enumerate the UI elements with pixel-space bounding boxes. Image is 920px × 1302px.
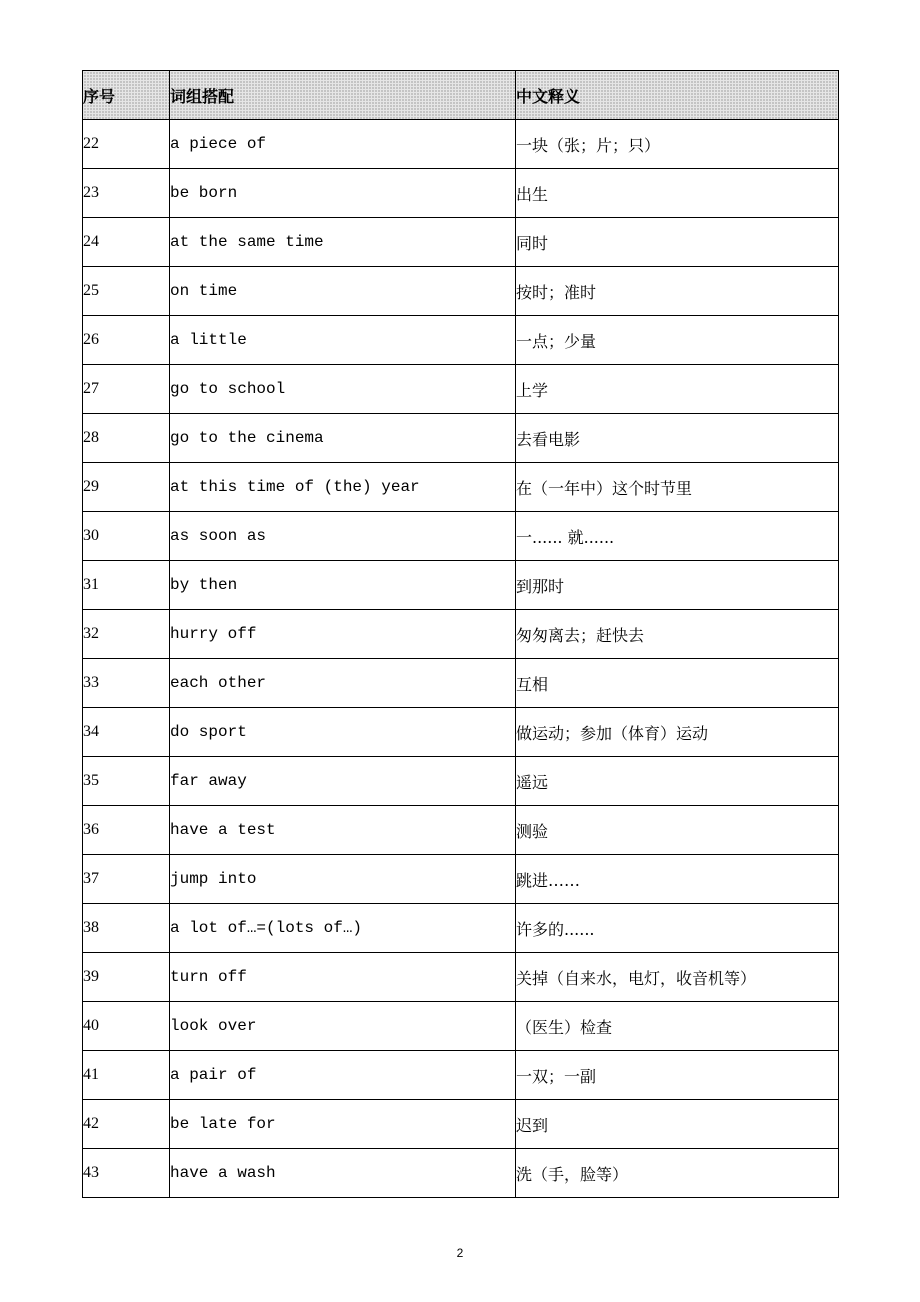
table-row	[83, 365, 839, 414]
row-number: 35	[83, 757, 170, 806]
row-number: 43	[83, 1149, 170, 1198]
header-phrase: 词组搭配	[170, 71, 516, 120]
row-phrase: on time	[170, 267, 516, 316]
row-number: 27	[83, 365, 170, 414]
phrase-table	[82, 70, 839, 1198]
row-meaning: 一双；一副	[516, 1051, 839, 1100]
table-row	[83, 659, 839, 708]
row-number: 22	[83, 120, 170, 169]
table-row	[83, 316, 839, 365]
row-number: 36	[83, 806, 170, 855]
table-row	[83, 757, 839, 806]
table-row	[83, 806, 839, 855]
table-row	[83, 169, 839, 218]
table-row	[83, 218, 839, 267]
row-phrase: look over	[170, 1002, 516, 1051]
row-phrase: go to the cinema	[170, 414, 516, 463]
table-row	[83, 512, 839, 561]
table-row	[83, 953, 839, 1002]
row-meaning: 同时	[516, 218, 839, 267]
row-number: 26	[83, 316, 170, 365]
row-number: 42	[83, 1100, 170, 1149]
row-phrase: at this time of (the) year	[170, 463, 516, 512]
row-phrase: a piece of	[170, 120, 516, 169]
table-row	[83, 120, 839, 169]
row-meaning: （医生）检查	[516, 1002, 839, 1051]
table-row	[83, 855, 839, 904]
row-phrase: each other	[170, 659, 516, 708]
table-row	[83, 1002, 839, 1051]
row-number: 39	[83, 953, 170, 1002]
table-row	[83, 1051, 839, 1100]
row-meaning: 去看电影	[516, 414, 839, 463]
row-phrase: a pair of	[170, 1051, 516, 1100]
table-row	[83, 463, 839, 512]
row-meaning: 在（一年中）这个时节里	[516, 463, 839, 512]
row-meaning: 上学	[516, 365, 839, 414]
row-meaning: 匆匆离去；赶快去	[516, 610, 839, 659]
table-row	[83, 267, 839, 316]
row-meaning: 迟到	[516, 1100, 839, 1149]
header-row	[83, 71, 839, 120]
row-phrase: hurry off	[170, 610, 516, 659]
row-phrase: go to school	[170, 365, 516, 414]
row-meaning: 一点；少量	[516, 316, 839, 365]
row-meaning: 出生	[516, 169, 839, 218]
row-number: 23	[83, 169, 170, 218]
row-meaning: 按时；准时	[516, 267, 839, 316]
table-row	[83, 610, 839, 659]
row-phrase: jump into	[170, 855, 516, 904]
row-number: 34	[83, 708, 170, 757]
row-phrase: have a test	[170, 806, 516, 855]
row-number: 33	[83, 659, 170, 708]
row-phrase: be late for	[170, 1100, 516, 1149]
row-phrase: do sport	[170, 708, 516, 757]
table-row	[83, 414, 839, 463]
row-phrase: be born	[170, 169, 516, 218]
row-meaning: 一...... 就......	[516, 512, 839, 561]
row-number: 31	[83, 561, 170, 610]
table-header	[83, 71, 839, 120]
table-row	[83, 1149, 839, 1198]
row-meaning: 洗（手，脸等）	[516, 1149, 839, 1198]
row-number: 29	[83, 463, 170, 512]
table-row	[83, 1100, 839, 1149]
row-meaning: 许多的......	[516, 904, 839, 953]
row-number: 24	[83, 218, 170, 267]
row-meaning: 互相	[516, 659, 839, 708]
row-phrase: far away	[170, 757, 516, 806]
row-number: 28	[83, 414, 170, 463]
row-phrase: a lot of…=(lots of…)	[170, 904, 516, 953]
row-number: 30	[83, 512, 170, 561]
row-number: 41	[83, 1051, 170, 1100]
row-meaning: 关掉（自来水，电灯，收音机等）	[516, 953, 839, 1002]
row-number: 32	[83, 610, 170, 659]
row-phrase: by then	[170, 561, 516, 610]
row-number: 25	[83, 267, 170, 316]
header-meaning: 中文释义	[516, 71, 839, 120]
table-row	[83, 561, 839, 610]
page-number: 2	[456, 1246, 464, 1260]
row-phrase: turn off	[170, 953, 516, 1002]
row-meaning: 到那时	[516, 561, 839, 610]
row-phrase: a little	[170, 316, 516, 365]
table-body	[83, 120, 839, 1198]
table-row	[83, 708, 839, 757]
row-number: 40	[83, 1002, 170, 1051]
row-phrase: at the same time	[170, 218, 516, 267]
row-meaning: 做运动；参加（体育）运动	[516, 708, 839, 757]
header-number: 序号	[83, 71, 170, 120]
row-phrase: as soon as	[170, 512, 516, 561]
row-phrase: have a wash	[170, 1149, 516, 1198]
row-number: 37	[83, 855, 170, 904]
row-meaning: 跳进……	[516, 855, 839, 904]
row-meaning: 测验	[516, 806, 839, 855]
row-number: 38	[83, 904, 170, 953]
table-row	[83, 904, 839, 953]
row-meaning: 一块（张；片；只）	[516, 120, 839, 169]
row-meaning: 遥远	[516, 757, 839, 806]
